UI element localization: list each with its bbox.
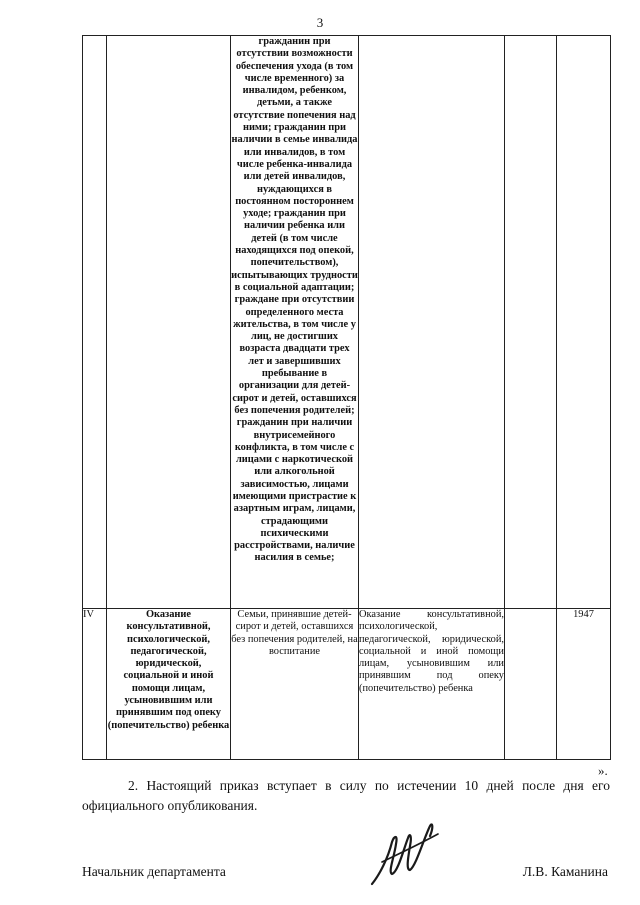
cell-col5 [505,36,557,609]
clause-2: 2. Настоящий приказ вступает в силу по истечении 10 дней после дня его официального опубликования. [82,778,610,813]
table-row-continuation [83,36,611,609]
cell-recipient-criteria: гражданин при отсутствии возможности обеспечения ухода (в том числе временного) за инвалидом, ребенком, детьми, а также отсутствие попечения над ними; гражданин при наличии в семье инвалида или инвалидов, в том числе ребенка-инвалида или детей инвалидов, нуждающихся в постоянном постороннем уходе; гражданин при наличии ребенка или детей (в том числе находящихся под опекой, попечительством), испытывающих трудности в социальной адаптации; граждане при отсутствии определенного места жительства, в том числе у лиц, не достигших возраста двадцати трех лет и завершивших пребывание в организации для детей-сирот и детей, оставшихся без попечения родителей; гражданин при наличии внутрисемейного конфликта, в том числе с лицами с наркотической или алкогольной зависимостью, лицами имеющими пристрастие к азартным играм, лицами, страдающими психическими расстройствами, наличие насилия в семье; [231,36,359,609]
services-table [82,35,611,760]
service-amount: 1947 [557,609,611,760]
service-name: Оказание консультативной, психологической, педагогической, юридической, социальной и иной помощи лицам, усыновившим или принявшим под опеку (попечительство) ребенка [107,609,231,760]
signatory-position: Начальник департамента [82,864,226,879]
signatory-name: Л.В. Каманина [522,864,608,879]
table-row-iv [83,609,611,760]
signature-icon [368,818,448,890]
service-recipients: Семьи, принявшие детей-сирот и детей, оставшихся без попечения родителей, на воспитание [231,609,359,760]
cell-col5 [505,609,557,760]
cell-service-name [107,36,231,609]
cell-number [83,36,107,609]
row-number: IV [83,609,107,760]
page-number: 3 [316,15,324,30]
service-content: Оказание консультативной, психологической, педагогической, юридической, социальной и иной помощи лицам, усыновившим или принявшим под опеку (попечительство) ребенка [359,609,505,760]
handwritten-signature [368,818,448,890]
cell-service-content [359,36,505,609]
cell-amount [557,36,611,609]
closing-quote: ». [598,763,608,778]
